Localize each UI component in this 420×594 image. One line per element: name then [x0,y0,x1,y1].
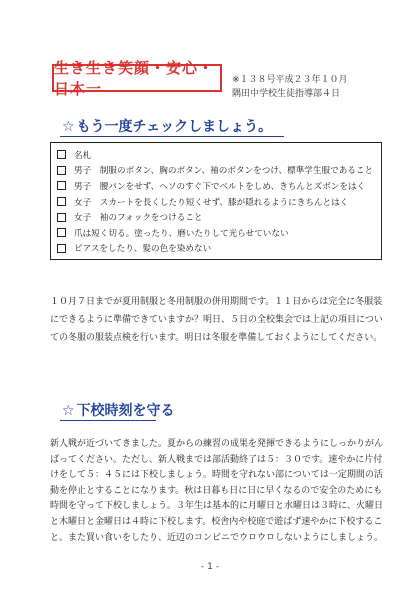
checkbox-icon [57,197,66,206]
page-number: - 1 - [201,562,219,572]
checklist-item [57,241,375,257]
checklist-item [57,225,375,241]
checklist-item [57,194,375,210]
checklist-box [50,142,382,260]
star-icon: ☆ [62,119,75,135]
newsletter-title-box [52,59,222,98]
checklist-item-label: 男子 制服のボタン、胸のボタン、袖のボタンをつけ、標準学生服であること [74,166,374,177]
checklist-item [57,163,375,179]
checklist-item-label: 女子 袖のフォックをつけること [74,213,203,224]
checklist-item [57,209,375,225]
checklist-item-label: ピアスをしたり、髪の色を染めない [74,244,212,255]
section2-heading-text: 下校時刻を守る [76,403,175,419]
checkbox-icon [57,213,66,222]
section1-heading-text: もう一度チェックしましょう。 [76,119,273,135]
checkbox-icon [57,166,66,175]
checkbox-icon [57,228,66,237]
checklist-item-label: 名札 [74,150,92,161]
section2-paragraph: 新人戦が近づいてきました。夏からの練習の成果を発揮できるようにしっかりがんばってください。ただし、新人戦までは部活動終了は５：３０です。速やかに片付けをして５：４５には下校しましょう。時間を守れない部については一定期間の活動を停止とすることになります。秋は日暮も日に日に早くなるので安全のためにも時間を守って下校しましょう。３年生は基本的に月曜日と水曜日は３時に、火曜日と木曜日と金曜日は４時に下校します。校舎内や校庭で遊ばず速やかに下校すること。また買い食いをしたり、近辺のコンビニでウロウロしないようにしましょう。 [50,439,384,543]
checklist-item [57,147,375,163]
checklist-item-label: 男子 腰パンをせず、へソのすぐ下でベルトをしめ、きちんとズボンをはく [74,181,366,192]
section1-heading [62,116,272,136]
section1-heading-underline [60,136,284,137]
newsletter-title: 生き生き笑顔・安心・日本一 [54,59,215,98]
issue-info-line1: ※１３８号平成２３年１０月 [232,75,348,85]
checklist-item-label: 爪は短く切る。塗ったり、磨いたりして光らせていない [74,228,289,239]
star-icon: ☆ [62,403,75,419]
checkbox-icon [57,181,66,190]
checkbox-icon [57,150,66,159]
section2-heading-underline [60,420,156,421]
issue-info-line2: 隅田中学校生徒指導部４日 [232,89,341,99]
section1-paragraph: １０月７日までが夏用制服と冬用制服の併用期間です。１１日からは完全に冬服装にできるように準備できていますか？明日、５日の全校集会では上記の項目についての冬服の服装点検を行います。明日は冬服を準備しておくようにしてください。 [50,297,383,343]
checklist-item-label: 女子 スカートを長くしたり短くせず、膝が隠れるようにきちんとはく [74,197,349,208]
checkbox-icon [57,244,66,253]
section2-heading [62,400,175,420]
checklist-item [57,178,375,194]
